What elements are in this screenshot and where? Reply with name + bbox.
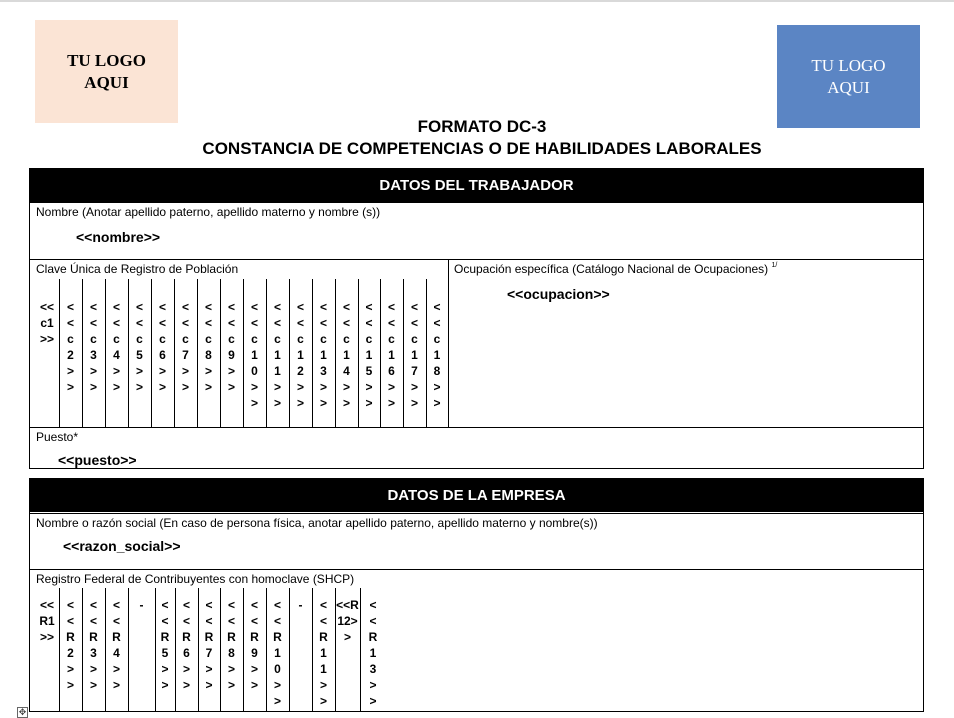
worker-section (29, 168, 924, 469)
occupation-label (454, 262, 777, 276)
logo-placeholder-left (35, 20, 178, 123)
curp-char-cell[interactable]: < < c 8 > > (204, 300, 212, 394)
rfc-char-cell[interactable]: - (298, 598, 303, 612)
rfc-char-cell[interactable]: < < R 8 > > (227, 598, 236, 692)
cell-divider (403, 279, 404, 428)
form-subtitle: CONSTANCIA DE COMPETENCIAS O DE HABILIDADES LABORALES (202, 139, 762, 158)
cell-divider (174, 279, 175, 428)
occupation-field[interactable]: <<ocupacion>> (507, 286, 610, 302)
cell-divider (358, 279, 359, 428)
logo-right-line1: TU LOGO (811, 55, 886, 75)
table-move-handle-icon[interactable]: ✥ (18, 707, 27, 717)
curp-char-cell[interactable]: < < c 7 > > (181, 300, 189, 394)
curp-char-cell[interactable]: < < c 1 1 > > (273, 300, 281, 410)
rfc-char-cell[interactable]: < < R 4 > > (112, 598, 121, 692)
cell-divider (380, 279, 381, 428)
curp-char-cell[interactable]: < < c 1 2 > > (296, 300, 304, 410)
cell-divider (243, 588, 244, 712)
cell-divider (59, 588, 60, 712)
curp-char-cell[interactable]: < < c 1 3 > > (319, 300, 327, 410)
rfc-char-cell[interactable]: < < R 1 3 > > (368, 598, 378, 708)
worker-name-row (30, 202, 923, 259)
company-name-field[interactable]: <<razon_social>> (63, 538, 181, 554)
cell-divider (105, 588, 106, 712)
curp-char-cell[interactable]: < < c 3 > > (89, 300, 97, 394)
curp-occupation-row (30, 259, 923, 427)
curp-char-cell[interactable]: < < c 1 0 > > (250, 300, 258, 410)
rfc-char-cell[interactable]: < < R 2 > > (66, 598, 75, 692)
cell-divider (82, 588, 83, 712)
rfc-char-cell[interactable]: < < R 5 > > (160, 598, 170, 692)
curp-char-cell[interactable]: < < c 6 > > (158, 300, 166, 394)
rfc-char-cell[interactable]: < < R 1 0 > > (273, 598, 282, 708)
worker-name-label: Nombre (Anotar apellido paterno, apellido materno y nombre (s)) (36, 205, 381, 219)
cell-divider (82, 279, 83, 428)
company-section-header: DATOS DE LA EMPRESA (30, 479, 923, 512)
rfc-char-cell[interactable]: << R1 >> (39, 598, 55, 644)
cell-divider (243, 279, 244, 428)
cell-divider (220, 279, 221, 428)
cell-divider (335, 279, 336, 428)
cell-divider (151, 279, 152, 428)
company-section (29, 478, 924, 712)
cell-divider (312, 588, 313, 712)
rfc-char-cell[interactable]: < < R 6 > > (182, 598, 191, 692)
rfc-label: Registro Federal de Contribuyentes con homoclave (SHCP) (36, 572, 355, 586)
cell-divider (335, 588, 336, 712)
rfc-char-cell[interactable]: - (139, 598, 144, 612)
worker-section-header: DATOS DEL TRABAJADOR (30, 169, 923, 202)
curp-char-cell[interactable]: < < c 9 > > (227, 300, 235, 394)
rfc-char-cell[interactable]: < < R 3 > > (89, 598, 98, 692)
cell-divider (128, 279, 129, 428)
rfc-char-cell[interactable]: < < R 7 > > (204, 598, 214, 692)
page-top-border (0, 0, 954, 2)
cell-divider (128, 588, 129, 712)
logo-placeholder-right (777, 25, 920, 128)
worker-name-field[interactable]: <<nombre>> (76, 229, 161, 245)
rfc-char-cell[interactable]: < < R 9 > > (250, 598, 259, 692)
position-field[interactable]: <<puesto>> (58, 452, 137, 468)
cell-divider (289, 279, 290, 428)
curp-char-cell[interactable]: < < c 1 4 > > (342, 300, 350, 410)
logo-left-line2: AQUI (84, 72, 129, 92)
position-label: Puesto* (36, 430, 79, 444)
position-row (30, 427, 923, 468)
cell-divider (175, 588, 176, 712)
cell-divider (197, 279, 198, 428)
cell-divider (312, 279, 313, 428)
curp-char-cell[interactable]: < < c 1 8 > > (433, 300, 441, 410)
form-title: FORMATO DC-3 (417, 117, 547, 136)
company-name-row (30, 513, 923, 569)
curp-label: Clave Única de Registro de Población (36, 262, 239, 276)
curp-char-cell[interactable]: < < c 1 7 > > (410, 300, 418, 410)
occupation-footnote-mark: 1/ (771, 262, 778, 269)
curp-char-cell[interactable]: < < c 2 > > (66, 300, 74, 394)
company-name-label: Nombre o razón social (En caso de persona física, anotar apellido paterno, apellido materno y nombre(s)) (36, 516, 598, 530)
cell-divider (266, 588, 267, 712)
logo-left-line1: TU LOGO (67, 50, 146, 70)
rfc-char-cell[interactable]: <<R 12> > (336, 598, 359, 644)
cell-divider (426, 279, 427, 428)
curp-char-cell[interactable]: < < c 5 > > (135, 300, 143, 394)
cell-divider (266, 279, 267, 428)
cell-divider (105, 279, 106, 428)
curp-char-cell[interactable]: < < c 1 6 > > (387, 300, 395, 410)
rfc-row (30, 569, 923, 711)
cell-divider (198, 588, 199, 712)
rfc-char-cell[interactable]: < < R 1 1 > > (319, 598, 328, 708)
logo-right-line2: AQUI (827, 77, 870, 97)
occupation-label-text: Ocupación específica (Catálogo Nacional de Ocupaciones) (454, 262, 769, 276)
cell-divider (155, 588, 156, 712)
curp-char-cell[interactable]: << c1 >> (39, 300, 54, 346)
curp-char-cell[interactable]: < < c 4 > > (112, 300, 120, 394)
cell-divider (360, 588, 361, 712)
cell-divider (289, 588, 290, 712)
cell-divider (220, 588, 221, 712)
curp-occupation-divider (448, 260, 449, 427)
curp-char-cell[interactable]: < < c 1 5 > > (365, 300, 373, 410)
cell-divider (59, 279, 60, 428)
